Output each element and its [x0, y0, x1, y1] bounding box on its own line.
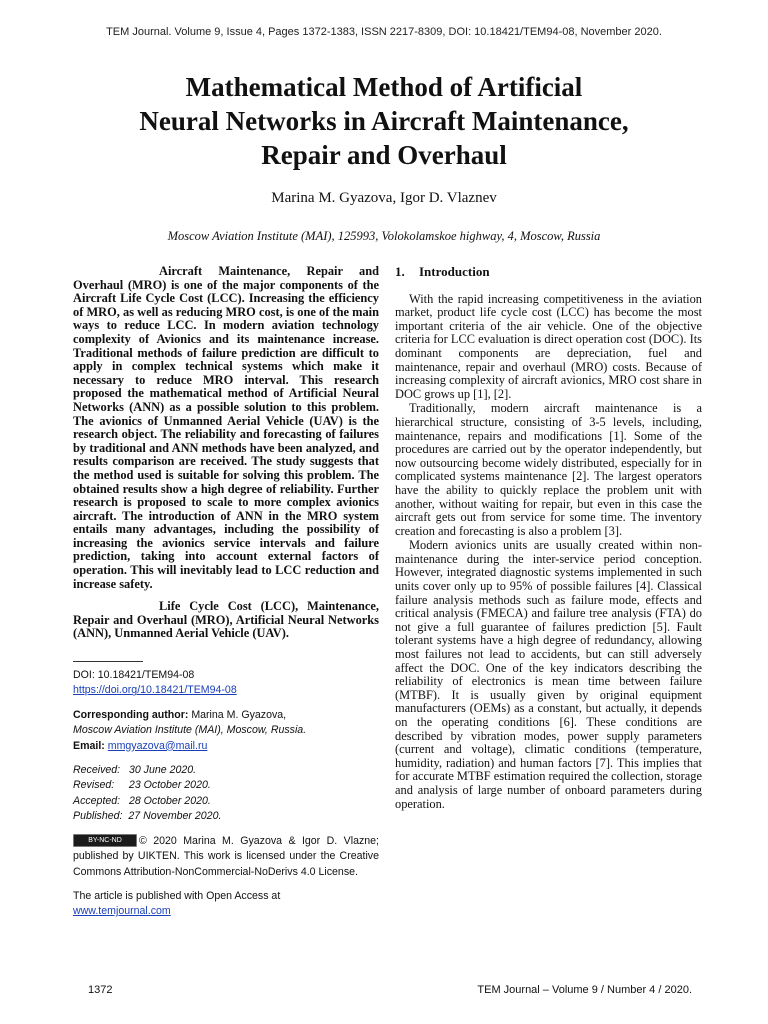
published-date: Published: 27 November 2020. [73, 810, 222, 823]
doi-text: DOI: 10.18421/TEM94-08 [73, 669, 195, 682]
intro-paragraph: With the rapid increasing competitiveness in the aviation market, product life cycle cost (LCC) has become the most important criteria of the air vehicle. One of the objective criteria for LCC evaluation is direct operation cost (DOC). Its dominant components are depreciation, fuel and maintenance, repair and overhaul (MRO) costs. Because of increasing complexity of aircraft avionics, MRO cost share in DOC grows up [1], [2]. [395, 291, 702, 401]
corresponding-author: Corresponding author: Marina M. Gyazova, [73, 708, 287, 721]
left-column [73, 265, 379, 920]
license-text: BY-NC-ND © 2020 Marina M. Gyazova & Igor D. Vlazne; published by UIKTEN. This work is licensed under the Creative Commons Attribution-NonCommercial-NoDerivs 4.0 License. [73, 834, 379, 878]
title-line: Neural Networks in Aircraft Maintenance, [139, 106, 629, 136]
article-metadata [73, 668, 379, 920]
journal-site-link[interactable]: www.temjournal.com [73, 905, 171, 918]
title-line: Repair and Overhaul [261, 140, 507, 170]
corresponding-affiliation: Moscow Aviation Institute (MAI), Moscow, Russia. [73, 724, 307, 737]
authors: Marina M. Gyazova, Igor D. Vlaznev [271, 190, 497, 206]
paper-title [40, 70, 728, 172]
cc-license-icon[interactable]: BY-NC-ND [73, 834, 137, 847]
revised-date: Revised: 23 October 2020. [73, 779, 211, 792]
section-heading-introduction: 1. Introduction [395, 264, 490, 279]
abstract [73, 265, 379, 641]
open-access-text: The article is published with Open Access at [73, 889, 281, 902]
doi-link[interactable]: https://doi.org/10.18421/TEM94-08 [73, 684, 237, 697]
email-link[interactable]: mmgyazova@mail.ru [107, 739, 208, 752]
page-number: 1372 [88, 984, 113, 996]
title-line: Mathematical Method of Artificial [185, 72, 583, 102]
accepted-date: Accepted: 28 October 2020. [73, 794, 211, 807]
abstract-text: Aircraft Maintenance, Repair and Overhaul (MRO) is one of the major components of the Aircraft Life Cycle Cost (LCC). Increasing the efficiency of MRO, as well as reducing MRO cost, is one of the main ways to reduce LCC. In modern aviation technology complexity of Avionics and its maintenance increase. Traditional methods of failure prediction are difficult to apply in complex technical systems which make it necessary to reduce MRO interval. This research proposed the mathematical method of Artificial Neural Networks (ANN) as a possible solution to this problem. The avionics of Unmanned Aerial Vehicle (UAV) is the research object. The reliability and forecasting of failures by traditional and ANN methods have been analyzed, and results comparison are received. The study suggests that the method used is suitable for solving this problem. The obtained results show a high degree of reliability. Further research is proposed to scale to more complex avionics aircraft. The introduction of ANN in the MRO system entails many advantages, including the possibility of increasing the avionics service intervals and failure prediction, taking into account external factors of operation. This will inevitably lead to LCC reduction and increase safety. [73, 264, 379, 591]
footnote-divider [73, 661, 143, 662]
journal-footer: TEM Journal – Volume 9 / Number 4 / 2020. [477, 984, 692, 996]
received-date: Received: 30 June 2020. [73, 764, 197, 777]
affiliation: Moscow Aviation Institute (MAI), 125993, Volokolamskoe highway, 4, Moscow, Russia [167, 229, 601, 243]
running-header: TEM Journal. Volume 9, Issue 4, Pages 1372-1383, ISSN 2217-8309, DOI: 10.18421/TEM94-08, November 2020. [106, 26, 662, 38]
email-line: Email: mmgyazova@mail.ru [73, 739, 208, 752]
intro-paragraph: Traditionally, modern aircraft maintenance is a hierarchical structure, consisting of 3-5 levels, including, maintenance, repairs and modifications [1]. Some of the procedures are carried out by the operator independently, but now outsourcing become widely distributed, especially for in complicated systems maintenance [2]. The largest operators have the ability to quickly replace the problem unit with another, without waiting for repair, but even in this case the aircraft gets out from service for some time. The inventory creation and forecasting is also a problem [3]. [395, 401, 702, 538]
right-column [395, 265, 702, 812]
intro-paragraph: Modern avionics units are usually created within non-maintenance during the inter-service period conception. However, integrated diagnostic systems implemented in such units cover only up to 95% of possible failures [4]. Classical failure analysis methods such as failure mode, effects and critical analysis (FMECA) and failure tree analysis (FTA) do not give a full guarantee of failures prediction [5]. Fault tolerant systems have a high degree of redundancy, allowing most failures not lead to accidents, but can still adversely affect the DOC. One of the key indicators describing the reliability of electronics is mean time between failure (MTBF). It is usually given by original equipment manufacturers (OEMs) as a constant, but actually, it depends on the operating conditions [6]. These conditions are described by vibration modes, power supply parameters (current and voltage), climatic conditions (temperature, humidity, radiation) and human factors [7]. This implies that for accurate MTBF estimation required the collection, storage and analysis of large number of onboard parameters during operation. [395, 538, 702, 811]
keywords: Life Cycle Cost (LCC), Maintenance, Repair and Overhaul (MRO), Artificial Neural Networks (ANN), Unmanned Aerial Vehicle (UAV). [73, 599, 379, 641]
